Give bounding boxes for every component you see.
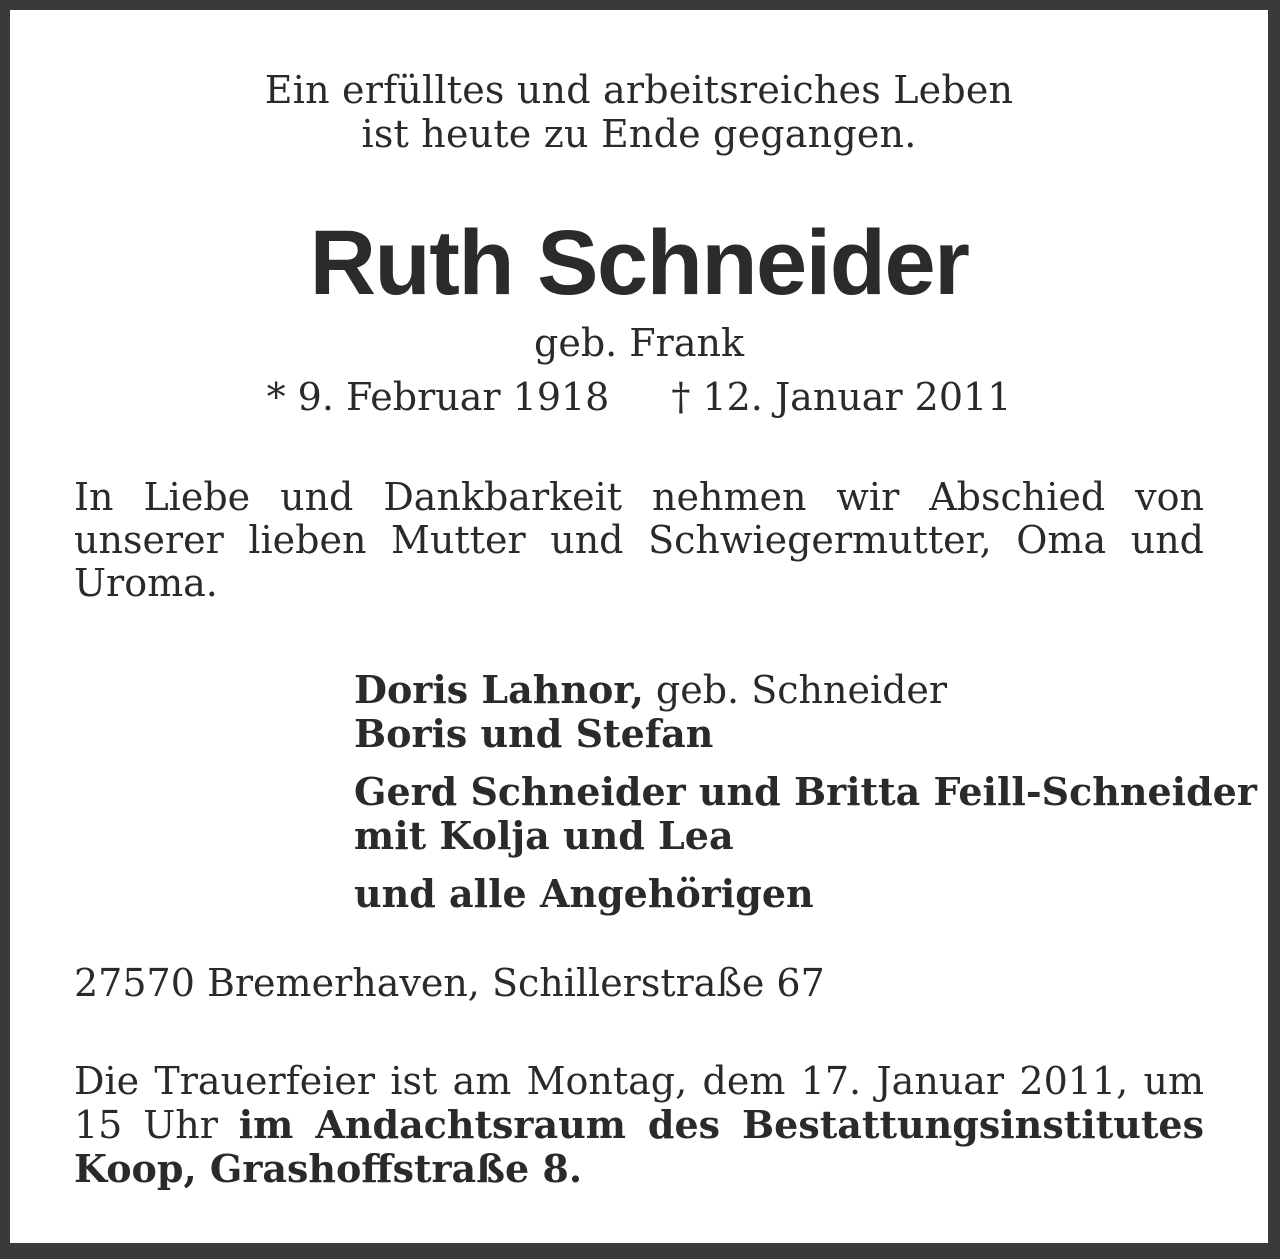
mourner-line-2: Boris und Stefan	[354, 711, 714, 756]
mourner-line-5: und alle Angehörigen	[354, 871, 814, 916]
mourners-list	[354, 667, 1257, 930]
intro-line-2: ist heute zu Ende gegangen.	[361, 112, 917, 156]
farewell-text: In Liebe und Dankbarkeit nehmen wir Abschied von unserer lieben Mutter und Schwiegermutter, Oma und Uroma.	[74, 475, 1204, 605]
death-date: † 12. Januar 2011	[671, 375, 1012, 419]
mourner-doris: Doris Lahnor,	[354, 667, 644, 712]
mourner-line-3: Gerd Schneider und Britta Feill-Schneider	[354, 769, 1257, 814]
mourner-line-4: mit Kolja und Lea	[354, 813, 734, 858]
funeral-info	[74, 1060, 1204, 1191]
deceased-name: Ruth Schneider	[309, 212, 969, 314]
mourner-doris-note: geb. Schneider	[643, 668, 948, 712]
obituary-notice	[10, 10, 1268, 1243]
intro-line-1: Ein erfülltes und arbeitsreiches Leben	[264, 68, 1014, 112]
funeral-location: im Andachtsraum des Bestattungsinstitutes Koop, Grashoffstraße 8.	[74, 1102, 1204, 1191]
funeral-time: Die Trauerfeier ist am Montag, dem 17. Januar 2011, um 15 Uhr	[74, 1059, 1204, 1147]
birth-date: * 9. Februar 1918	[266, 375, 610, 419]
mourner-line-1	[354, 668, 1214, 712]
life-dates	[10, 374, 1268, 420]
intro-text	[10, 68, 1268, 156]
maiden-name: geb. Frank	[534, 321, 744, 365]
address: 27570 Bremerhaven, Schillerstraße 67	[74, 961, 825, 1005]
